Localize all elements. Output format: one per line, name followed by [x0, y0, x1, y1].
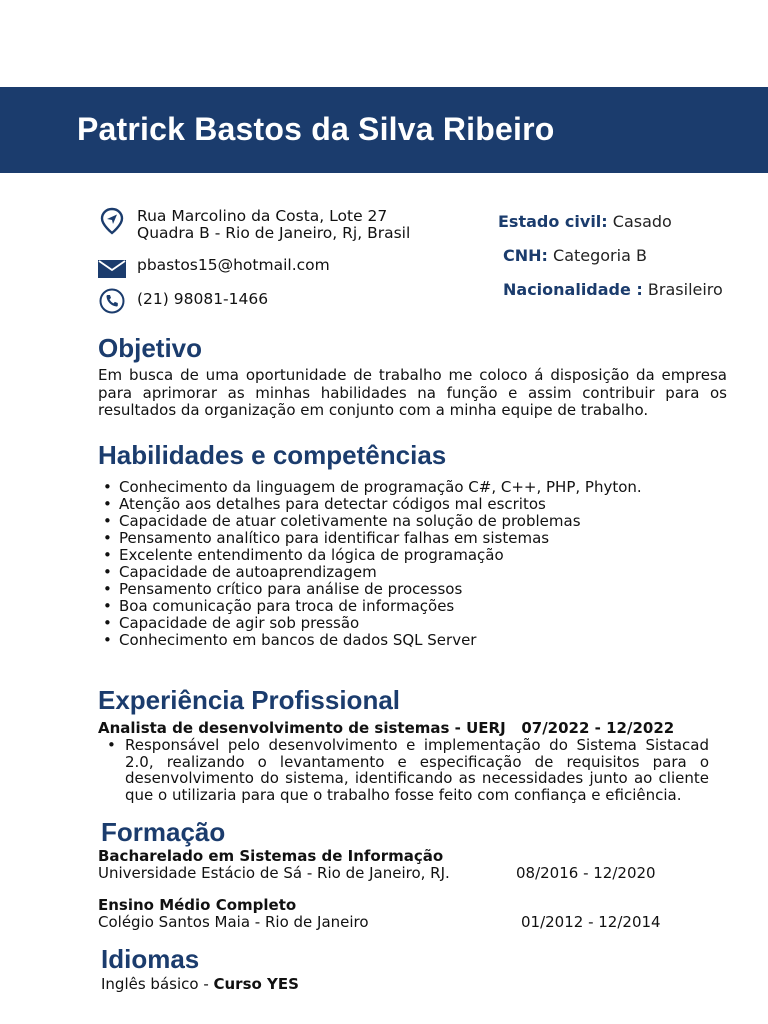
list-item: • Pensamento analítico para identificar falhas em sistemas: [99, 530, 677, 547]
list-item: • Capacidade de atuar coletivamente na solução de problemas: [99, 513, 677, 530]
objective-text: Em busca de uma oportunidade de trabalho me coloco á disposição da empresa para aprimorar as minhas habilidades na função e assim contribuir para os resultados da organização em conjunto com a minha equipe de trabalho.: [98, 366, 727, 419]
list-item: • Capacidade de autoaprendizagem: [99, 564, 677, 581]
skills-heading: Habilidades e competências: [98, 440, 447, 470]
language-level: Inglês básico -: [101, 975, 214, 993]
marital-label: Estado civil:: [498, 212, 608, 231]
cnh-value: Categoria B: [553, 246, 647, 265]
list-item: • Conhecimento em bancos de dados SQL Server: [99, 632, 677, 649]
job-description: [107, 737, 709, 803]
cnh: [503, 246, 647, 265]
list-item: • Atenção aos detalhes para detectar códigos mal escritos: [99, 496, 677, 513]
education-school: Colégio Santos Maia - Rio de Janeiro: [98, 913, 369, 931]
education-dates: 08/2016 - 12/2020: [516, 864, 656, 882]
nationality-value: Brasileiro: [647, 280, 723, 299]
list-item: • Pensamento crítico para análise de processos: [99, 581, 677, 598]
email-row: [97, 256, 330, 282]
address-line-1: Rua Marcolino da Costa, Lote 27: [137, 207, 388, 225]
list-item: • Conhecimento da linguagem de programação C#, C++, PHP, Phyton.: [99, 479, 677, 496]
email-text[interactable]: pbastos15@hotmail.com: [137, 256, 330, 274]
phone-text: (21) 98081-1466: [137, 290, 269, 308]
objective-heading: Objetivo: [98, 333, 203, 363]
education-heading: Formação: [101, 817, 226, 847]
job-title: Analista de desenvolvimento de sistemas - UERJ 07/2022 - 12/2022: [98, 719, 675, 737]
cnh-label: CNH:: [503, 246, 548, 265]
education-degree: Bacharelado em Sistemas de Informação: [98, 847, 444, 865]
nationality-label: Nacionalidade :: [503, 280, 643, 299]
education-item: [98, 897, 698, 931]
experience-heading: Experiência Profissional: [98, 685, 401, 715]
language-course: Curso YES: [213, 975, 299, 993]
address-line-2: Quadra B - Rio de Janeiro, Rj, Brasil: [137, 224, 411, 242]
marital-value: Casado: [612, 212, 672, 231]
education-dates: 01/2012 - 12/2014: [521, 913, 661, 931]
phone-row: [97, 288, 268, 314]
list-item: • Excelente entendimento da lógica de programação: [99, 547, 677, 564]
nationality: [503, 280, 723, 299]
location-icon: [97, 208, 127, 234]
list-item: • Boa comunicação para troca de informações: [99, 598, 677, 615]
phone-icon: [97, 288, 127, 314]
job-description-text: Responsável pelo desenvolvimento e implementação do Sistema Sistacad 2.0, realizando o levantamento e especificação de requisitos para o desenvolvimento do sistema, identificando as necessidades junto ao cliente que o utilizaria para que o trabalho fosse feito com confiança e eficiência.: [125, 736, 709, 804]
bullet: •: [107, 736, 116, 754]
mail-icon: [97, 256, 127, 282]
education-degree: Ensino Médio Completo: [98, 896, 297, 914]
list-item: • Capacidade de agir sob pressão: [99, 615, 677, 632]
education-item: [98, 848, 698, 882]
header-banner: [0, 87, 768, 173]
education-school: Universidade Estácio de Sá - Rio de Janeiro, RJ.: [98, 864, 450, 882]
languages-heading: Idiomas: [101, 944, 200, 974]
address-row: [97, 208, 410, 242]
skills-list: [99, 479, 677, 649]
language-item: [101, 975, 299, 993]
page-title: Patrick Bastos da Silva Ribeiro: [77, 111, 555, 147]
marital-status: [498, 212, 672, 231]
